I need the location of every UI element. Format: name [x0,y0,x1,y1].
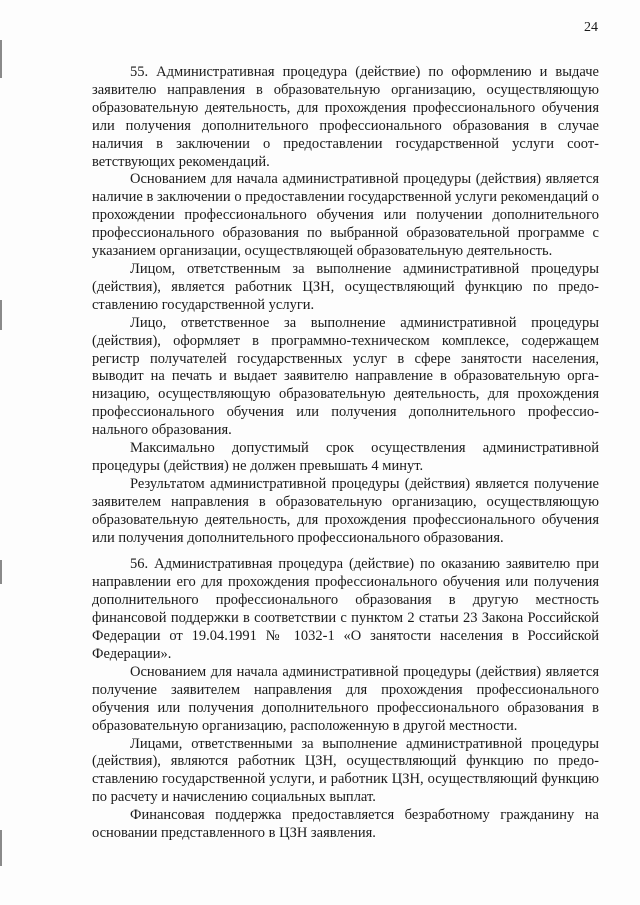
paragraph: Финансовая поддержка предоставляется безработному гражданину на основании представленного в ЦЗН заявления. [92,807,599,842]
left-margin-mark [0,300,2,330]
left-margin-mark [0,560,2,584]
paragraph: Основанием для начала административной процедуры (действия) является наличие в заключении о предоставлении государственной услуги рекомендаций о прохождении профессионального обучения или получении дополнительного профессионального образования по выбранной образовательной программе с указанием организации, осуществляющей образовательную деятельность. [92,171,599,260]
left-margin-mark [0,830,2,866]
paragraph: Результатом административной процедуры (действия) является получение заявителем направления в образовательную организацию, осуществляющую образовательную деятельность, для прохождения профессионального обучения или получения дополнительного профессионального образования. [92,475,599,546]
paragraph-55-heading: 55. Административная процедура (действие) по оформлению и выдаче заявителю направления в образовательную организацию, осуществляющую образовательную деятельность, для прохождения профессионального обучения или получения дополнительного профессионального образования в случае наличия в заключении о предоставлении государственной услуги соответствующих рекомендаций. [92,64,599,170]
document-body [92,64,599,843]
page-number: 24 [584,20,598,35]
paragraph-56-heading: 56. Административная процедура (действие) по оказанию заявителю при направлении его для прохождения профессионального обучения или получения дополнительного профессионального образования в другую местность финансовой поддержки в соответствии с пунктом 2 статьи 23 Закона Российской Федерации от 19.04.1991 № 1032-1 «О занятости населения в Российской Федерации». [92,556,599,662]
paragraph: Максимально допустимый срок осуществления административной процедуры (действия) не должен превышать 4 минут. [92,440,599,474]
paragraph: Основанием для начала административной процедуры (действия) является получение заявителем направления для прохождения профессионального обучения или получения дополнительного профессионального образования в образовательную организацию, расположенную в другой местности. [92,663,599,734]
paragraph: Лицо, ответственное за выполнение административной процедуры (действия), оформляет в программно-техническом комплексе, содержащем регистр получателей государственных услуг в сфере занятости населения, выводит на печать и выдает заявителю направление в образовательную организацию, осуществляющую образовательную деятельность, для прохождения профессионального обучения или получения дополнительного профессионального образования. [92,314,599,439]
paragraph: Лицами, ответственными за выполнение административной процедуры (действия), являются работник ЦЗН, осуществляющий функцию по предоставлению государственной услуги, и работник ЦЗН, осуществляющий функцию по расчету и начислению социальных выплат. [92,735,599,806]
paragraph: Лицом, ответственным за выполнение административной процедуры (действия), является работник ЦЗН, осуществляющий функцию по предоставлению государственной услуги. [92,260,599,313]
left-margin-mark [0,40,2,78]
